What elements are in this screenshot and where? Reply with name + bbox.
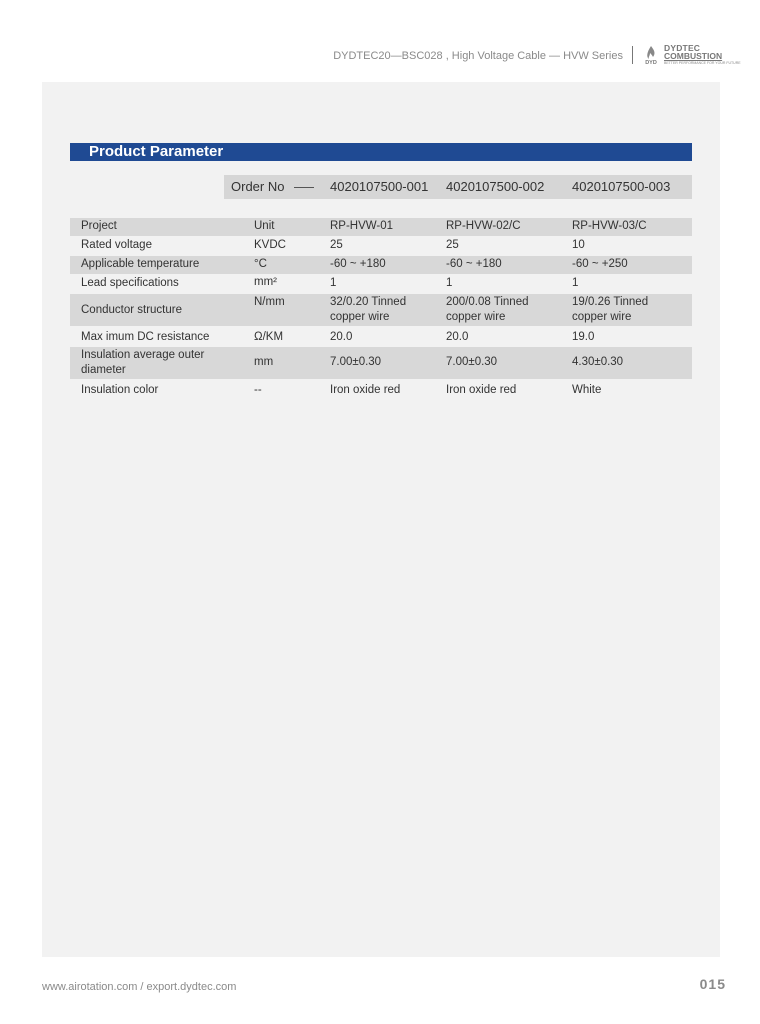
param-name: Lead specifications — [81, 277, 179, 289]
param-value: 25 — [446, 239, 459, 251]
content-panel — [42, 82, 720, 957]
param-value: 7.00±0.30 — [330, 356, 382, 368]
param-unit: mm² — [254, 276, 277, 288]
order-label: Order No — [231, 179, 285, 194]
logo-brand-text: DYDTEC — [664, 43, 701, 53]
table-row — [70, 382, 692, 400]
param-value: 4.30±0.30 — [572, 356, 624, 368]
param-value: RP-HVW-01 — [330, 220, 394, 232]
param-value: RP-HVW-03/C — [572, 220, 647, 232]
param-value: 19.0 — [572, 331, 595, 343]
param-name: Project — [81, 220, 117, 232]
param-name: Conductor structure — [81, 304, 182, 316]
order-value: 4020107500-001 — [330, 179, 429, 194]
param-name: Max imum DC resistance — [81, 331, 210, 343]
section-title-bar — [70, 143, 692, 161]
param-name: Insulation average outer diameter — [81, 349, 205, 376]
param-value: White — [572, 384, 602, 396]
order-value: 4020107500-003 — [572, 179, 671, 194]
param-value: Iron oxide red — [446, 384, 517, 396]
flame-logo-icon — [641, 45, 661, 65]
logo-sub-text: COMBUSTION — [664, 51, 723, 61]
company-logo — [641, 43, 741, 66]
section-title: Product Parameter — [89, 143, 224, 160]
param-name: Applicable temperature — [81, 258, 200, 270]
table-row — [70, 294, 692, 326]
document-header-title: DYDTEC20—BSC028 , High Voltage Cable — HVW Series — [333, 50, 623, 62]
order-value: 4020107500-002 — [446, 179, 545, 194]
param-unit: °C — [254, 258, 267, 270]
order-number-bar — [224, 175, 692, 199]
param-value: 20.0 — [446, 331, 469, 343]
param-name: Insulation color — [81, 384, 159, 396]
param-value: 32/0.20 Tinned copper wire — [330, 296, 407, 323]
table-row — [70, 347, 692, 379]
param-value: 25 — [330, 239, 343, 251]
param-value: 7.00±0.30 — [446, 356, 498, 368]
param-value: -60 ~ +180 — [446, 258, 502, 270]
param-unit: Unit — [254, 220, 275, 232]
param-value: -60 ~ +180 — [330, 258, 386, 270]
param-unit: -- — [254, 384, 262, 396]
table-row — [70, 275, 692, 293]
param-value: 10 — [572, 239, 585, 251]
param-unit: Ω/KM — [254, 331, 284, 343]
table-row — [70, 328, 692, 346]
param-name: Rated voltage — [81, 239, 152, 251]
param-value: -60 ~ +250 — [572, 258, 628, 270]
param-value: 1 — [572, 277, 579, 289]
param-value: Iron oxide red — [330, 384, 401, 396]
header-divider — [632, 46, 633, 64]
param-value: RP-HVW-02/C — [446, 220, 521, 232]
param-value: 1 — [446, 277, 453, 289]
param-value: 20.0 — [330, 331, 353, 343]
order-dash — [294, 187, 314, 188]
table-row — [70, 256, 692, 274]
param-value: 19/0.26 Tinned copper wire — [572, 296, 649, 323]
page-number: 015 — [699, 976, 726, 992]
param-unit: mm — [254, 356, 274, 368]
footer-links: www.airotation.com / export.dydtec.com — [42, 981, 237, 993]
param-value: 1 — [330, 277, 337, 289]
table-row — [70, 218, 692, 236]
svg-text:DYD: DYD — [645, 60, 657, 65]
param-unit: N/mm — [254, 296, 285, 308]
param-unit: KVDC — [254, 239, 286, 251]
param-value: 200/0.08 Tinned copper wire — [446, 296, 529, 323]
table-row — [70, 237, 692, 255]
logo-tagline: BETTER PERFORMANCE FOR YOUR FUTURE — [664, 61, 741, 65]
